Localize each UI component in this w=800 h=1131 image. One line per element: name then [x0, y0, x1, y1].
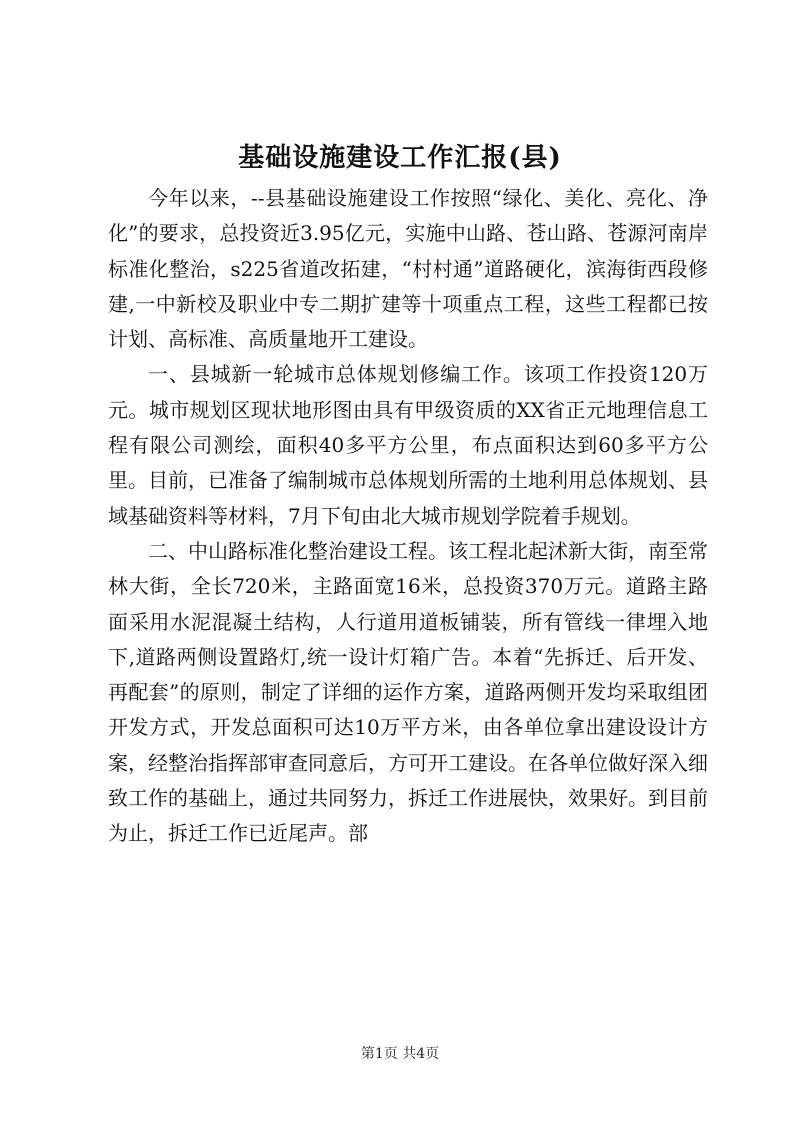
- paragraph-section-1: 一、县城新一轮城市总体规划修编工作。该项工作投资120万元。城市规划区现状地形图由具有甲级资质的XX省正元地理信息工程有限公司测绘，面积40多平方公里，布点面积达到60多平方公里。目前，已准备了编制城市总体规划所需的土地利用总体规划、县域基础资料等材料，7月下旬由北大城市规划学院着手规划。: [108, 362, 708, 528]
- paragraph-section-2: 二、中山路标准化整治建设工程。该工程北起沭新大街，南至常林大街，全长720米，主路面宽16米，总投资370万元。道路主路面采用水泥混凝土结构，人行道用道板铺装，所有管线一律埋入地下,道路两侧设置路灯,统一设计灯箱广告。本着“先拆迁、后开发、再配套”的原则，制定了详细的运作方案，道路两侧开发均采取组团开发方式，开发总面积可达10万平方米，由各单位拿出建设设计方案，经整治指挥部审查同意后，方可开工建设。在各单位做好深入细致工作的基础上，通过共同努力，拆迁工作进展快，效果好。到目前为止，拆迁工作已近尾声。部: [108, 538, 708, 846]
- paragraph-intro: 今年以来，--县基础设施建设工作按照“绿化、美化、亮化、净化”的要求，总投资近3.95亿元，实施中山路、苍山路、苍源河南岸标准化整治，s225省道改拓建，“村村通”道路硬化，滨海街西段修建,一中新校及职业中专二期扩建等十项重点工程，这些工程都已按计划、高标准、高质量地开工建设。: [108, 186, 708, 352]
- page-title: 基础设施建设工作汇报(县): [238, 143, 562, 173]
- page-footer: 第1页 共4页: [360, 1046, 440, 1062]
- document-body: [108, 181, 708, 852]
